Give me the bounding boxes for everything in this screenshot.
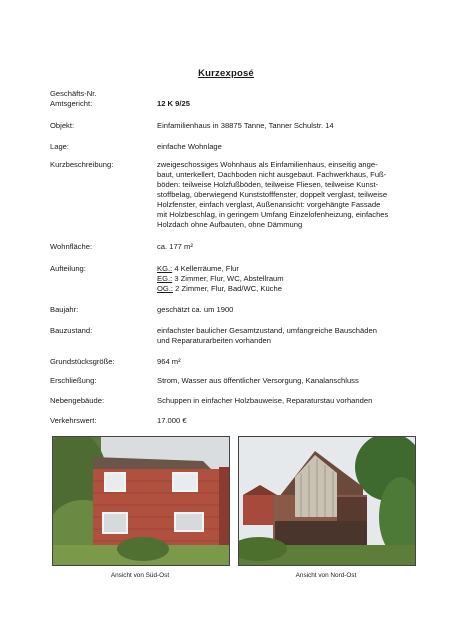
amtsgericht-label: Amtsgericht: <box>50 99 93 108</box>
floor-label: KG.: <box>157 264 173 273</box>
photo-caption-south-east: Ansicht von Süd-Ost <box>110 572 170 579</box>
erschliessung-label: Erschließung: <box>50 376 97 385</box>
geschaeftsnr-label: Geschäfts-Nr. <box>50 89 97 98</box>
objekt-label: Objekt: <box>50 121 75 130</box>
grundstueck-label: Grundstücksgröße: <box>50 357 115 366</box>
lage-label: Lage: <box>50 142 70 151</box>
aufteilung-value <box>157 264 415 294</box>
verkehrswert-value: 17.000 € <box>157 416 187 425</box>
document-title: Kurzexposé <box>198 68 254 79</box>
lage-value: einfache Wohnlage <box>157 142 222 151</box>
kurzbeschreibung-value <box>157 160 415 230</box>
floor-text: 4 Kellerräume, Flur <box>172 264 239 273</box>
aufteilung-label: Aufteilung: <box>50 264 86 273</box>
bauzustand-label: Bauzustand: <box>50 326 93 335</box>
floor-label: EG.: <box>157 274 173 283</box>
bauzustand-value <box>157 326 415 346</box>
nebengebaeude-label: Nebengebäude: <box>50 396 105 405</box>
baujahr-label: Baujahr: <box>50 305 79 314</box>
kurzbeschreibung-line: zweigeschossiges Wohnhaus als Einfamilienhaus, einseitig ange- <box>157 160 378 169</box>
kurzbeschreibung-line: stoffbelag, überwiegend Kunststofffenster, doppelt verglast, teilweise <box>157 190 388 199</box>
aufteilung-og <box>157 284 415 294</box>
wohnflaeche-label: Wohnfläche: <box>50 242 93 251</box>
floor-text: 3 Zimmer, Flur, WC, Abstellraum <box>172 274 284 283</box>
kurzbeschreibung-line: Holzfenster, einfach verglast, Außenansicht: vorgehängte Fassade <box>157 200 381 209</box>
house-photo-north-east <box>238 436 416 566</box>
aufteilung-eg <box>157 274 415 284</box>
grundstueck-value: 964 m² <box>157 357 181 366</box>
house-photo-south-east <box>52 436 230 566</box>
kurzbeschreibung-line: Holzdach ohne Aufbauten, ohne Dämmung <box>157 220 303 229</box>
nebengebaeude-value: Schuppen in einfacher Holzbauweise, Reparaturstau vorhanden <box>157 396 373 405</box>
kurzbeschreibung-line: baut, unterkellert, Dachboden nicht ausgebaut. Fachwerkhaus, Fuß- <box>157 170 387 179</box>
aufteilung-kg <box>157 264 415 274</box>
wohnflaeche-value: ca. 177 m² <box>157 242 193 251</box>
baujahr-value: geschätzt ca. um 1900 <box>157 305 234 314</box>
floor-text: 2 Zimmer, Flur, Bad/WC, Küche <box>173 284 282 293</box>
kurzbeschreibung-line: mit Holzbeschlag, in geringem Umfang Einzelofenheizung, einfaches <box>157 210 389 219</box>
photo-caption-north-east: Ansicht von Nord-Ost <box>295 572 357 579</box>
bauzustand-line: und Reparaturarbeiten vorhanden <box>157 336 271 345</box>
kurzbeschreibung-line: böden: teilweise Holzfußböden, teilweise Fliesen, teilweise Kunst- <box>157 180 379 189</box>
objekt-value: Einfamilienhaus in 38875 Tanne, Tanner Schulstr. 14 <box>157 121 334 130</box>
floor-label: OG.: <box>157 284 174 293</box>
erschliessung-value: Strom, Wasser aus öffentlicher Versorgung, Kanalanschluss <box>157 376 359 385</box>
kurzbeschreibung-label: Kurzbeschreibung: <box>50 160 114 169</box>
verkehrswert-label: Verkehrswert: <box>50 416 97 425</box>
bauzustand-line: einfachster baulicher Gesamtzustand, umfangreiche Bauschäden <box>157 326 377 335</box>
amtsgericht-value: 12 K 9/25 <box>157 99 190 108</box>
